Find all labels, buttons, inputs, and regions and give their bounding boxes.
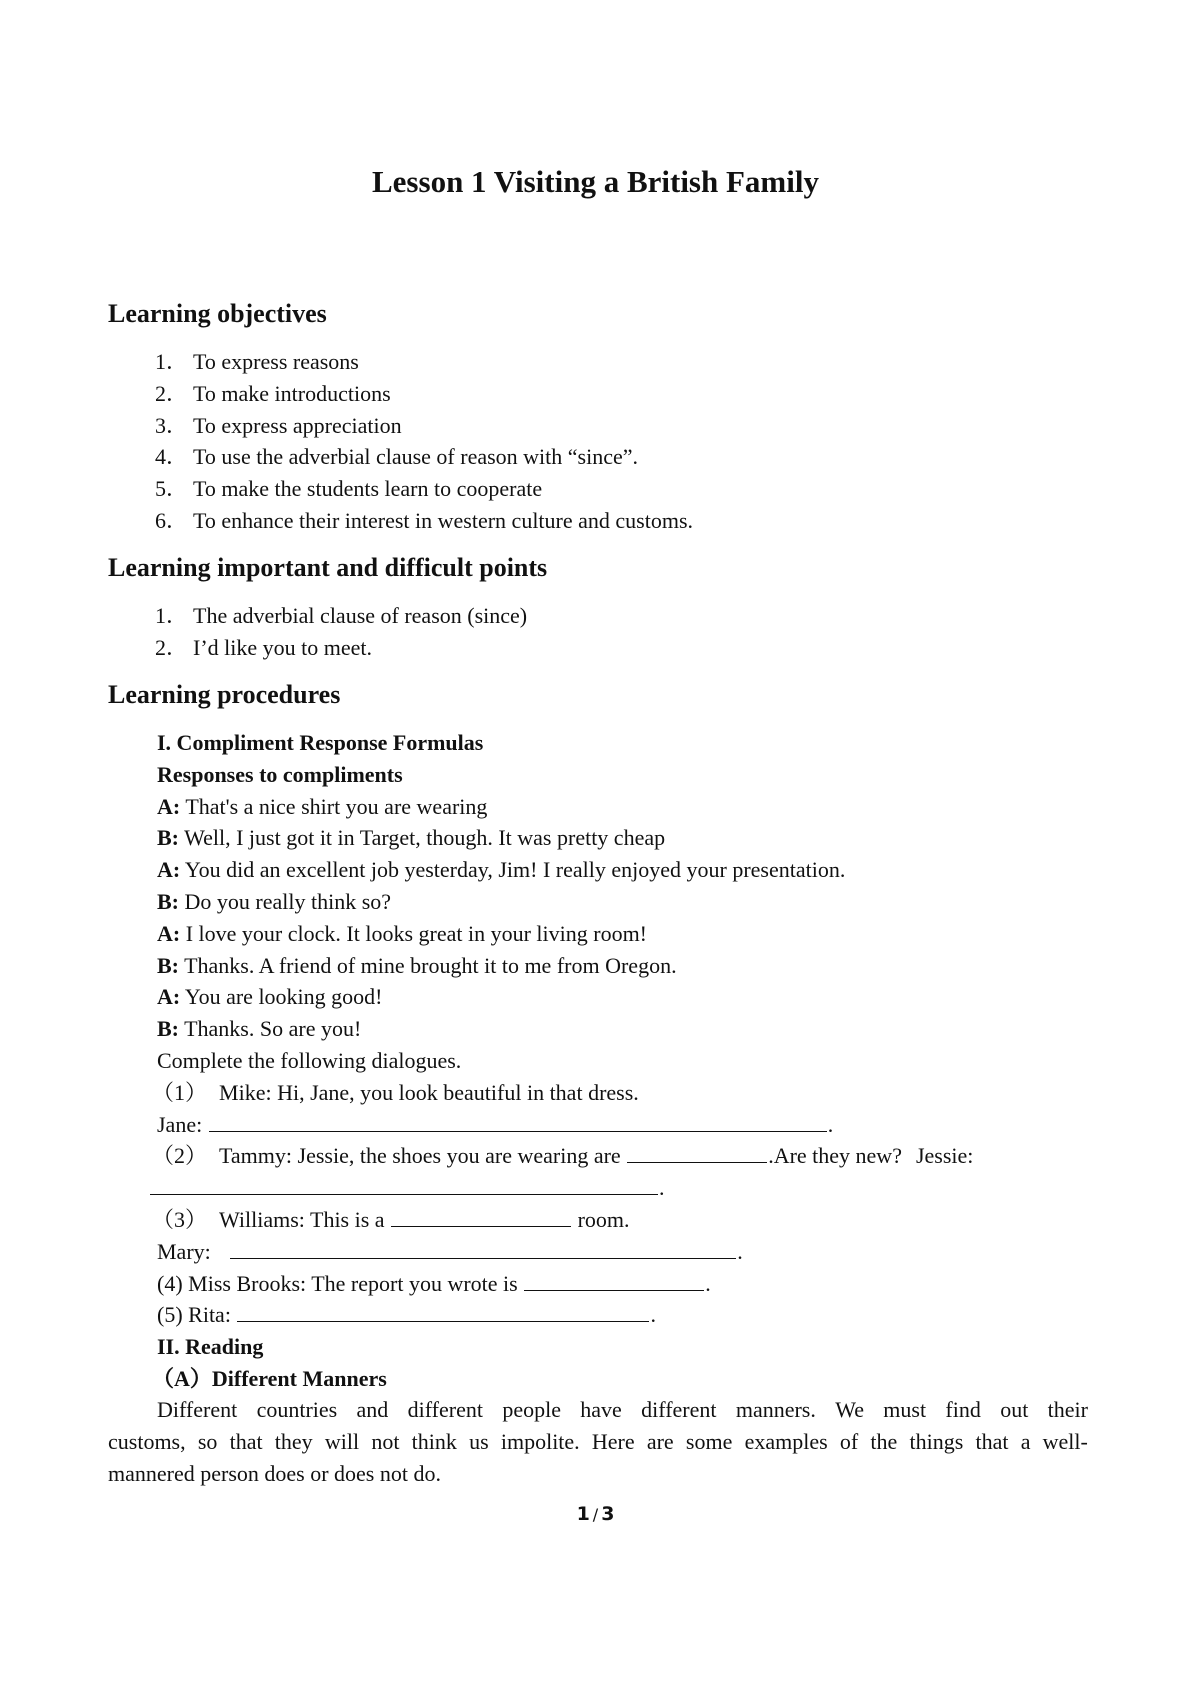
paragraph-line [108, 1426, 1088, 1458]
procedures-body [152, 727, 1087, 1395]
responses-title: Responses to compliments [157, 761, 403, 787]
paragraph-word: that [975, 1428, 1009, 1454]
part1-title: I. Compliment Response Formulas [157, 730, 484, 755]
dialogue-line: A: You are looking good! [157, 984, 383, 1010]
dialogue-line: B: Thanks. A friend of mine brought it to me from Oregon. [157, 952, 677, 978]
paragraph-word: so [197, 1428, 218, 1454]
paragraph-word: a [1020, 1428, 1031, 1454]
exercise-instruction: Complete the following dialogues. [157, 1047, 462, 1073]
paragraph-word: countries [256, 1397, 338, 1422]
list-item: 1． The adverbial clause of reason (since) [155, 603, 528, 628]
paragraph-word: things [909, 1428, 964, 1454]
paragraph-word: their [1047, 1397, 1088, 1422]
list-item: 3． To express appreciation [155, 412, 402, 438]
answer-blank[interactable] [209, 1109, 827, 1132]
partA-title: （A）Different Manners [152, 1365, 387, 1391]
paragraph-word: think [411, 1428, 457, 1454]
exercise-3-answer: Mary: . [157, 1236, 1087, 1268]
answer-blank[interactable] [627, 1140, 767, 1163]
paragraph-word: different [641, 1397, 717, 1422]
exercise-1-answer: Jane: . [157, 1109, 1087, 1141]
paragraph-word: are [646, 1428, 674, 1454]
paragraph-word: well- [1042, 1428, 1088, 1454]
objectives-list [155, 346, 693, 537]
list-item: 5． To make the students learn to cooperate [155, 476, 543, 502]
dialogue-line: A: That's a nice shirt you are wearing [157, 793, 488, 819]
paragraph-word: not [371, 1428, 400, 1454]
paragraph-word: and [356, 1397, 389, 1422]
paragraph-word: Here [591, 1428, 635, 1454]
list-item: 2． I’d like you to meet. [155, 634, 373, 660]
paragraph-word: different [407, 1397, 483, 1422]
answer-blank[interactable] [391, 1204, 571, 1227]
dialogue-line: A: I love your clock. It looks great in your living room! [157, 920, 648, 946]
dialogue-line: B: Do you really think so? [157, 888, 392, 914]
objectives-heading: Learning objectives [108, 299, 327, 328]
paragraph-word: us [469, 1428, 489, 1454]
paragraph-word: will [324, 1428, 360, 1454]
answer-blank[interactable] [237, 1299, 649, 1322]
exercise-2-answer: . [149, 1172, 1087, 1204]
answer-blank[interactable] [524, 1268, 704, 1291]
exercise-2: （2） Tammy: Jessie, the shoes you are wearing are .Are they new? Jessie: [152, 1140, 1087, 1172]
paragraph-word: out [1000, 1397, 1029, 1422]
list-item: 4． To use the adverbial clause of reason with “since”. [155, 444, 639, 470]
paragraph-word: that [229, 1428, 263, 1454]
paragraph-line: mannered person does or does not do. [108, 1460, 441, 1486]
exercise-3: （3） Williams: This is a room. [152, 1204, 1087, 1236]
exercise-4: (4) Miss Brooks: The report you wrote is . [157, 1268, 1087, 1300]
list-item: 2． To make introductions [155, 380, 391, 406]
exercise-5: (5) Rita: . [157, 1299, 1087, 1331]
part2-title: II. Reading [157, 1334, 264, 1360]
paragraph-word: have [580, 1397, 622, 1422]
paragraph-word: impolite. [500, 1428, 580, 1454]
paragraph-word: some [685, 1428, 733, 1454]
paragraph-word: of [839, 1428, 859, 1454]
paragraph-word: they [274, 1428, 313, 1454]
lesson-title: Lesson 1 Visiting a British Family [372, 164, 819, 199]
reading-paragraph [108, 1394, 1088, 1489]
dialogue-line: B: Thanks. So are you! [157, 1016, 362, 1042]
paragraph-line [108, 1394, 1088, 1426]
procedures-heading: Learning procedures [108, 680, 341, 709]
list-item: 6． To enhance their interest in western culture and customs. [155, 507, 694, 533]
points-list [155, 600, 527, 664]
paragraph-word: find [945, 1397, 981, 1422]
exercise-1: （1） Mike: Hi, Jane, you look beautiful in that dress. [152, 1079, 639, 1105]
paragraph-word: We [835, 1397, 864, 1422]
paragraph-word: Different [157, 1397, 238, 1422]
paragraph-word: examples [744, 1428, 828, 1454]
points-heading: Learning important and difficult points [108, 553, 548, 582]
answer-blank[interactable] [230, 1236, 736, 1259]
paragraph-word: manners. [735, 1397, 816, 1422]
dialogue-line: B: Well, I just got it in Target, though. It was pretty cheap [157, 825, 666, 851]
paragraph-word: customs, [108, 1428, 186, 1454]
dialogue-line: A: You did an excellent job yesterday, Jim! I really enjoyed your presentation. [157, 857, 846, 883]
answer-blank[interactable] [150, 1172, 658, 1195]
paragraph-word: the [870, 1428, 898, 1454]
paragraph-word: must [883, 1397, 927, 1422]
list-item: 1． To express reasons [155, 349, 359, 374]
paragraph-word: people [502, 1397, 561, 1422]
page-number: 1 / 3 [576, 1503, 615, 1525]
